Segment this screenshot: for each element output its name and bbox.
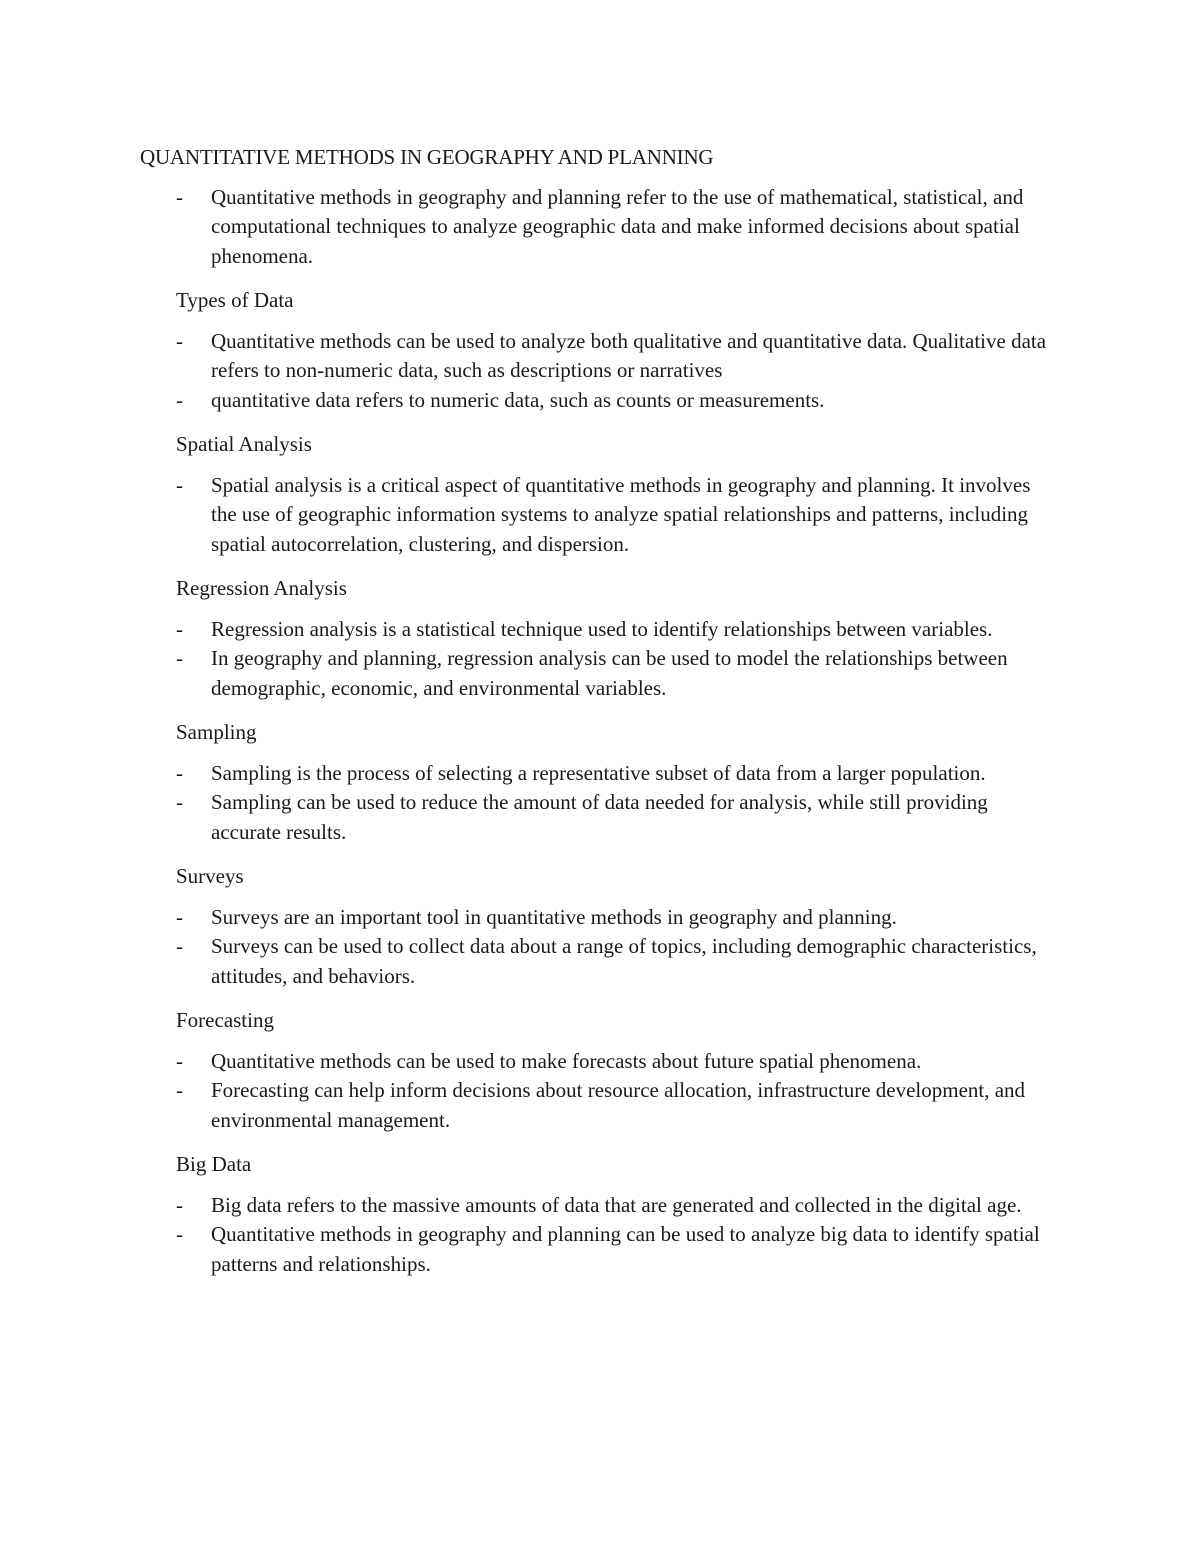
section-list xyxy=(140,615,1060,704)
list-item xyxy=(140,788,1060,847)
section-heading: Forecasting xyxy=(176,1008,274,1032)
section-forecasting xyxy=(140,1006,1060,1135)
section-list xyxy=(140,759,1060,848)
bullet-dash: - xyxy=(176,472,183,497)
bullet-dash: - xyxy=(176,616,183,641)
section-spatial-analysis xyxy=(140,430,1060,559)
section-heading: Surveys xyxy=(176,864,244,888)
bullet-dash: - xyxy=(176,1048,183,1073)
section-heading: Sampling xyxy=(176,720,257,744)
bullet-dash: - xyxy=(176,328,183,353)
bullet-dash: - xyxy=(176,1192,183,1217)
list-item xyxy=(140,759,1060,789)
section-heading: Big Data xyxy=(176,1152,252,1176)
bullet-dash: - xyxy=(176,790,183,814)
list-item xyxy=(140,183,1060,272)
list-item xyxy=(140,471,1060,560)
list-item xyxy=(140,1076,1060,1135)
section-list xyxy=(140,471,1060,560)
intro-list xyxy=(140,183,1060,272)
list-item xyxy=(140,1047,1060,1077)
list-item-text: quantitative data refers to numeric data, such as counts or measurements. xyxy=(211,387,825,412)
section-types-of-data xyxy=(140,286,1060,415)
list-item-text: Spatial analysis is a critical aspect of quantitative methods in geography and planning. It involves the use of geographic information systems to analyze spatial relationships and patterns, including spatial autocorrelation, clustering, and dispersion. xyxy=(211,472,1031,556)
document-title: QUANTITATIVE METHODS IN GEOGRAPHY AND PLANNING xyxy=(140,145,714,169)
section-list xyxy=(140,1047,1060,1136)
list-item xyxy=(140,615,1060,645)
list-item xyxy=(140,903,1060,933)
bullet-dash: - xyxy=(176,760,183,785)
bullet-dash: - xyxy=(176,184,183,209)
section-list xyxy=(140,1191,1060,1280)
bullet-dash: - xyxy=(176,1078,183,1102)
section-heading: Regression Analysis xyxy=(176,576,347,600)
list-item-text: Big data refers to the massive amounts of data that are generated and collected in the digital age. xyxy=(211,1192,1022,1217)
section-list xyxy=(140,327,1060,416)
section-surveys xyxy=(140,862,1060,991)
bullet-dash: - xyxy=(176,904,183,929)
list-item xyxy=(140,644,1060,703)
bullet-dash: - xyxy=(176,387,183,412)
list-item xyxy=(140,932,1060,991)
list-item-text: In geography and planning, regression analysis can be used to model the relationships between demographic, economic, and environmental variables. xyxy=(211,646,1008,700)
list-item-text: Quantitative methods can be used to make forecasts about future spatial phenomena. xyxy=(211,1048,922,1073)
bullet-dash: - xyxy=(176,1222,183,1246)
bullet-dash: - xyxy=(176,646,183,670)
list-item xyxy=(140,386,1060,416)
list-item-text: Forecasting can help inform decisions about resource allocation, infrastructure development, and environmental management. xyxy=(211,1078,1026,1132)
bullet-dash: - xyxy=(176,934,183,958)
section-big-data xyxy=(140,1150,1060,1279)
list-item-text: Sampling is the process of selecting a representative subset of data from a larger population. xyxy=(211,760,986,785)
list-item-text: Quantitative methods in geography and planning refer to the use of mathematical, statistical, and computational techniques to analyze geographic data and make informed decisions about spatial phenomena. xyxy=(211,184,1024,268)
list-item-text: Sampling can be used to reduce the amount of data needed for analysis, while still providing accurate results. xyxy=(211,790,988,844)
list-item-text: Surveys are an important tool in quantitative methods in geography and planning. xyxy=(211,904,897,929)
list-item xyxy=(140,1220,1060,1279)
list-item-text: Quantitative methods can be used to analyze both qualitative and quantitative data. Qualitative data refers to non-numeric data, such as descriptions or narratives xyxy=(211,328,1047,382)
section-heading: Types of Data xyxy=(176,288,294,312)
list-item-text: Quantitative methods in geography and planning can be used to analyze big data to identify spatial patterns and relationships. xyxy=(211,1222,1040,1276)
list-item-text: Regression analysis is a statistical technique used to identify relationships between variables. xyxy=(211,616,993,641)
section-heading: Spatial Analysis xyxy=(176,432,312,456)
section-sampling xyxy=(140,718,1060,847)
section-regression-analysis xyxy=(140,574,1060,703)
section-list xyxy=(140,903,1060,992)
list-item-text: Surveys can be used to collect data about a range of topics, including demographic characteristics, attitudes, and behaviors. xyxy=(211,934,1037,988)
document-body xyxy=(140,143,1060,1294)
list-item xyxy=(140,327,1060,386)
list-item xyxy=(140,1191,1060,1221)
